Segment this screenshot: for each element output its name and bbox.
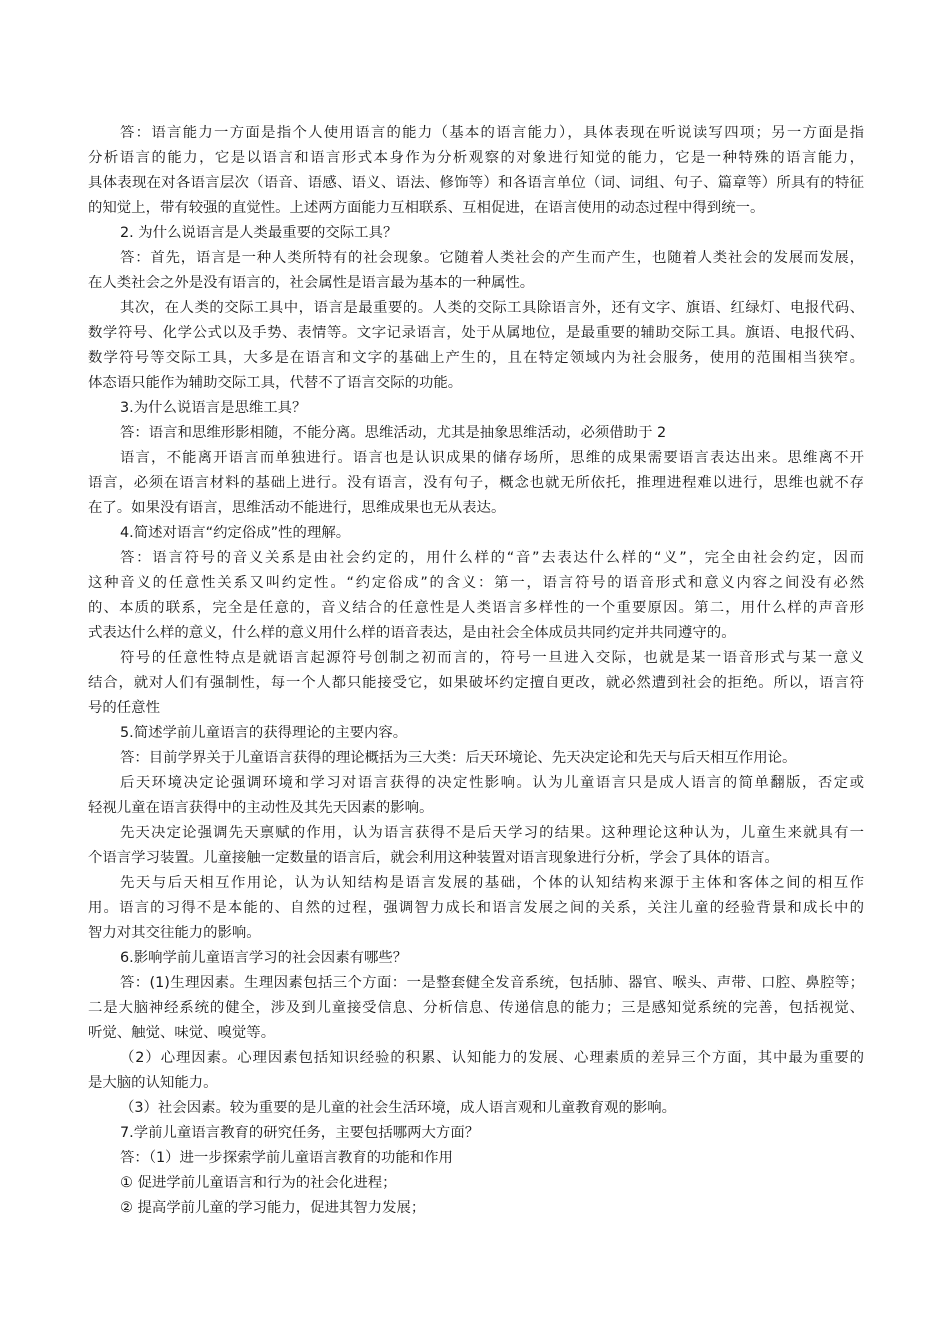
text-line: 答：语言和思维形影相随，不能分离。思维活动，尤其是抽象思维活动，必须借助于 2 <box>120 425 667 441</box>
text-line: 具体表现在对各语言层次（语音、语感、语义、语法、修饰等）和各语言单位（词、词组、句子、篇章等）所具有的特征 <box>88 175 864 191</box>
text-line: 先天决定论强调先天禀赋的作用，认为语言获得不是后天学习的结果。这种理论这种认为，儿童生来就具有一 <box>120 825 864 841</box>
text-line: 答：（1）进一步探索学前儿童语言教育的功能和作用 <box>120 1150 453 1166</box>
text-line: 数学符号等交际工具，大多是在语言和文字的基础上产生的，且在特定领域内为社会服务，使用的范围相当狭窄。 <box>88 350 864 366</box>
text-line: 其次，在人类的交际工具中，语言是最重要的。人类的交际工具除语言外，还有文字、旗语、红绿灯、电报代码、 <box>120 300 864 316</box>
text-line: 个语言学习装置。儿童接触一定数量的语言后，就会利用这种装置对语言现象进行分析，学会了具体的语言。 <box>88 850 779 866</box>
text-line: 语言，必须在语言材料的基础上进行。没有语言，没有句子，概念也就无所依托，推理进程难以进行，思维也就不存 <box>88 475 864 491</box>
text-line: 4.简述对语言“约定俗成”性的理解。 <box>120 525 351 541</box>
text-line: 符号的任意性特点是就语言起源符号创制之初而言的，符号一旦进入交际，也就是某一语音形式与某一意义 <box>120 650 864 666</box>
text-line: （2）心理因素。心理因素包括知识经验的积累、认知能力的发展、心理素质的差异三个方面，其中最为重要的 <box>120 1050 864 1066</box>
text-line: 体态语只能作为辅助交际工具，代替不了语言交际的功能。 <box>88 375 463 391</box>
text-line: ② 提高学前儿童的学习能力，促进其智力发展； <box>120 1200 426 1216</box>
text-line: 答：语言符号的音义关系是由社会约定的，用什么样的“音”去表达什么样的“义”，完全由社会约定，因而 <box>120 550 864 566</box>
text-line: 的知觉上，带有较强的直觉性。上述两方面能力互相联系、互相促进，在语言使用的动态过程中得到统一。 <box>88 200 765 216</box>
text-line: 在人类社会之外是没有语言的，社会属性是语言最为基本的一种属性。 <box>88 275 535 291</box>
text-line: 数学符号、化学公式以及手势、表情等。文字记录语言，处于从属地位，是最重要的辅助交际工具。旗语、电报代码、 <box>88 325 864 341</box>
text-line: 后天环境决定论强调环境和学习对语言获得的决定性影响。认为儿童语言只是成人语言的简单翻版，否定或 <box>120 775 864 791</box>
text-line: 5.简述学前儿童语言的获得理论的主要内容。 <box>120 725 408 741</box>
text-line: 分析语言的能力，它是以语言和语言形式本身作为分析观察的对象进行知觉的能力，它是一种特殊的语言能力， <box>88 150 864 166</box>
text-line: 二是大脑神经系统的健全，涉及到儿童接受信息、分析信息、传递信息的能力；三是感知觉系统的完善，包括视觉、 <box>88 1000 864 1016</box>
text-line: ① 促进学前儿童语言和行为的社会化进程； <box>120 1175 397 1191</box>
text-line: 号的任意性 <box>88 700 160 716</box>
text-line: 先天与后天相互作用论，认为认知结构是语言发展的基础，个体的认知结构来源于主体和客体之间的相互作 <box>120 875 864 891</box>
text-line: 6.影响学前儿童语言学习的社会因素有哪些？ <box>120 950 408 966</box>
text-line: 这种音义的任意性关系又叫约定性。“约定俗成”的含义：第一，语言符号的语音形式和意义内容之间没有必然 <box>88 575 864 591</box>
text-line: 轻视儿童在语言获得中的主动性及其先天因素的影响。 <box>88 800 434 816</box>
text-line: 式表达什么样的意义，什么样的意义用什么样的语音表达，是由社会全体成员共同约定并共同遵守的。 <box>88 625 736 641</box>
text-line: 是大脑的认知能力。 <box>88 1075 218 1091</box>
text-line: 语言，不能离开语言而单独进行。语言也是认识成果的储存场所，思维的成果需要语言表达出来。思维离不开 <box>120 450 864 466</box>
text-line: 答：目前学界关于儿童语言获得的理论概括为三大类：后天环境论、先天决定论和先天与后天相互作用论。 <box>120 750 797 766</box>
text-line: 7.学前儿童语言教育的研究任务，主要包括哪两大方面？ <box>120 1125 480 1141</box>
text-line: 用。语言的习得不是本能的、自然的过程，强调智力成长和语言发展之间的关系，关注儿童的经验背景和成长中的 <box>88 900 864 916</box>
text-line: 智力对其交往能力的影响。 <box>88 925 261 941</box>
text-line: 在了。如果没有语言，思维活动不能进行，思维成果也无从表达。 <box>88 500 506 516</box>
text-line: 2. 为什么说语言是人类最重要的交际工具？ <box>120 225 398 241</box>
text-line: （3）社会因素。较为重要的是儿童的社会生活环境，成人语言观和儿童教育观的影响。 <box>120 1100 677 1116</box>
text-line: 答：语言能力一方面是指个人使用语言的能力（基本的语言能力），具体表现在听说读写四项；另一方面是指 <box>120 125 864 141</box>
text-line: 答：(1)生理因素。生理因素包括三个方面：一是整套健全发音系统，包括肺、器官、喉头、声带、口腔、鼻腔等； <box>120 975 864 991</box>
text-line: 结合，就对人们有强制性，每一个人都只能接受它，如果破坏约定擅自更改，就必然遭到社会的拒绝。所以，语言符 <box>88 675 864 691</box>
text-line: 答：首先，语言是一种人类所特有的社会现象。它随着人类社会的产生而产生，也随着人类社会的发展而发展， <box>120 250 864 266</box>
text-line: 听觉、触觉、味觉、嗅觉等。 <box>88 1025 276 1041</box>
text-line: 3.为什么说语言是思维工具？ <box>120 400 307 416</box>
text-line: 的、本质的联系，完全是任意的，音义结合的任意性是人类语言多样性的一个重要原因。第二，用什么样的声音形 <box>88 600 864 616</box>
